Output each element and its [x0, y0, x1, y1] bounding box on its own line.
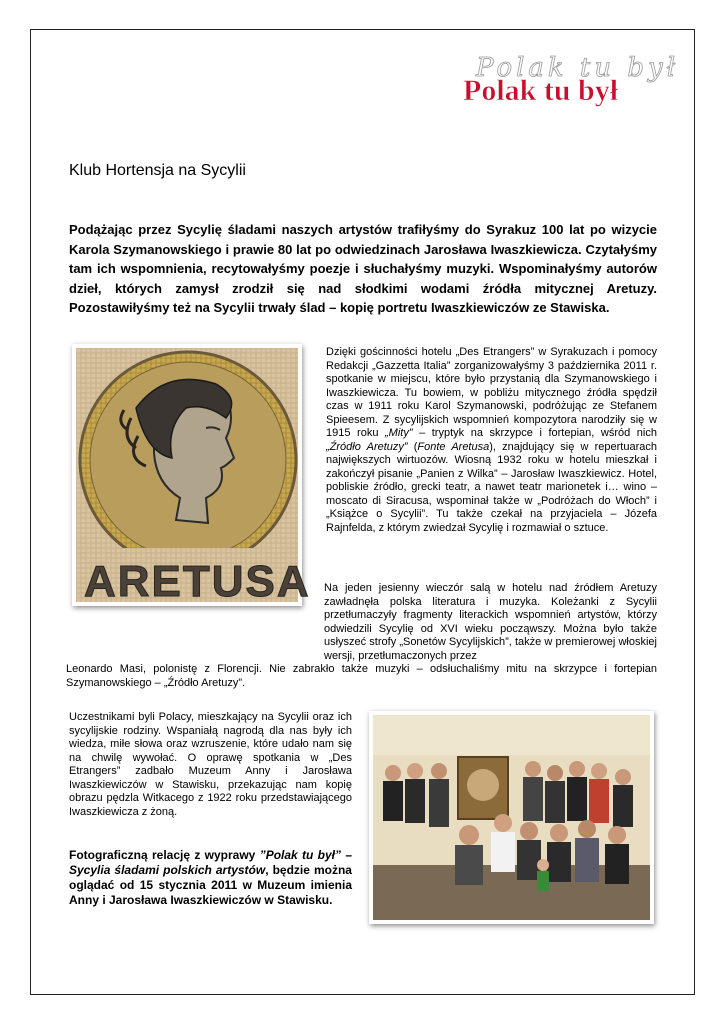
lead-paragraph: Podążając przez Sycylię śladami naszych artystów trafiłyśmy do Syrakuz 100 lat po wizycie Karola Szymanowskiego i prawie 80 lat po odwiedzinach Jarosława Iwaszkiewicza. Czytałyśmy tam ich wspomnienia, recytowałyśmy poezje i słuchałyśmy muzyki. Wspominałyśmy autorów dzieł, których zamysł zrodził się nad słodkimi wodami źródła mitycznej Aretuzy. Pozostawiłyśmy też na Sycylii trwały ślad – kopię portretu Iwaszkiewiczów ze Stawiska.: [69, 222, 657, 315]
paragraph-participants: Uczestnikami byli Polacy, mieszkający na Sycylii oraz ich sycylijskie rodziny. Wspaniałą nagrodą dla nas były ich wiedza, miłe słowa oraz wzruszenie, które udało nam się na chwilę wywołać. O oprawę spotkania w „Des Etrangers” zadbało Muzeum Anny i Jarosława Iwaszkiewiczów w Stawisku, przekazując nam kopię obrazu pędzla Witkacego z 1922 roku przedstawiającego Iwaszkiewicza z żoną.: [69, 711, 352, 818]
exhibition-announcement: Fotograficzną relację z wyprawy ”Polak tu był” – Sycylia śladami polskich artystów, będzie można oglądać od 15 stycznia 2011 w Muzeum imienia Anny i Jarosława Iwaszkiewiczów w Stawisku.: [69, 848, 353, 907]
aretusa-mosaic-photo: [72, 344, 311, 606]
article-title: Klub Hortensja na Sycylii: [69, 162, 246, 179]
paragraph-hotel: Dzięki gościnności hotelu „Des Etrangers” w Syrakuzach i pomocy Redakcji „Gazzetta Italia” zorganizowałyśmy 3 października 2011 r. spotkanie w miejscu, które było przystanią dla Szymanowskiego i Iwaszkiewicza. Tu bowiem, w pobliżu mitycznego źródła spędził czas w 1911 roku Karol Szymanowski, podróżując ze Stefanem Spieesem. Z sycylijskich wspomnień kompozytora narodziły się w 1915 roku „Mity” – tryptyk na skrzypce i fortepian, wśród nich „Źródło Aretuzy” (Fonte Aretusa), znajdujący się w repertuarach największych wirtuozów. Wiosną 1932 roku w hotelu mieszkał i zakończył pisanie „Panien z Wilka” – Jarosław Iwaszkiewicz. Hotel, pobliskie źródło, grecki teatr, a nawet teatr marionetek i… wino – moscato di Siracusa, wspominał także w „Podróżach do Włoch” i „Książce o Sycylii”. Tu także czekał na przyjaciela – Józefa Rajnfelda, z którym zwiedzał Sycylię i rozmawiał o sztuce.: [326, 346, 658, 534]
mosaic-lettering: ARETUSA: [84, 557, 311, 606]
svg-text:Polak tu był: Polak tu był: [463, 74, 619, 107]
group-photo: [369, 711, 654, 924]
svg-text:Polak tu był: Polak tu był: [476, 53, 680, 83]
polak-tu-byl-logo: [458, 50, 680, 108]
paragraph-evening: Na jeden jesienny wieczór salą w hotelu nad źródłem Aretuzy zawładnęła polska literatura i muzyka. Koleżanki z Sycylii przetłumaczyły fragmenty literackich wspomnień artystów, którzy odwiedzili Sycylię od XVI wieku począwszy. Można było także usłyszeć strofy „Sonetów Sycylijskich”, także w premierowej włoskiej wersji, przetłumaczonych przez Leonardo Masi, polonistę z Florencji. Nie zabrakło także muzyki – odsłuchaliśmy mitu na skrzypce i fortepian Szymanowskiego – „Źródło Aretuzy”.: [66, 582, 657, 689]
